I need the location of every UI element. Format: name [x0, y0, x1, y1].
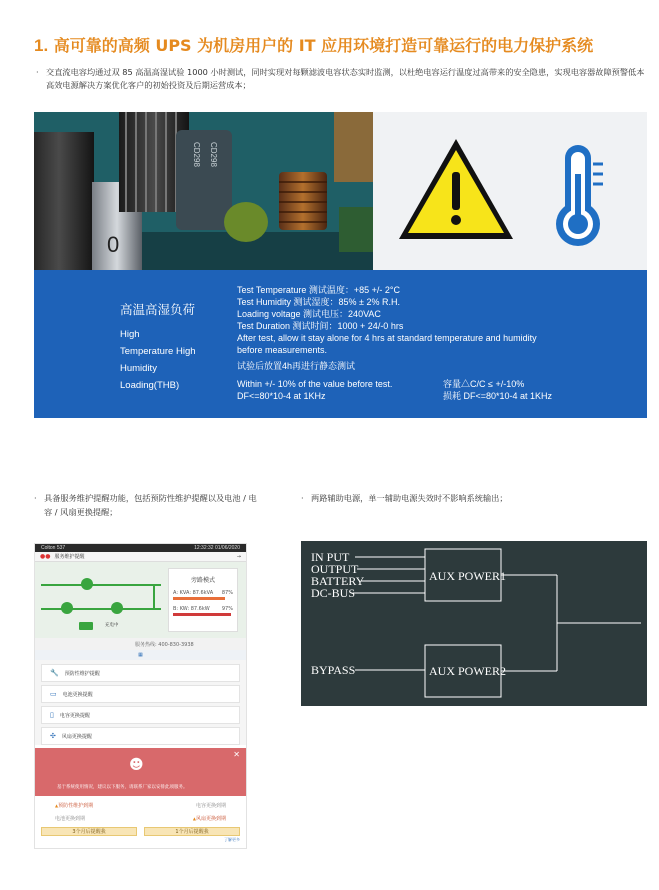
mode-label: 旁路模式 — [190, 577, 215, 584]
icon-panel-illustration — [373, 112, 647, 270]
page-title — [34, 33, 593, 56]
fan-icon: ✣ — [50, 732, 56, 740]
thb-title-en-1: High — [120, 329, 140, 340]
bypass-label: BYPASS — [311, 663, 356, 677]
screen-header — [35, 552, 246, 562]
thb-title-en-3: Humidity — [120, 363, 157, 374]
charging-label: 充电中 — [105, 623, 119, 628]
hotline-text: 服务热线: 400-830-3938 — [135, 641, 194, 648]
spec-result-cn-2: 损耗 DF<=80*10-4 at 1KHz — [443, 391, 553, 401]
kw-label: B: KW: 87.6kW — [173, 606, 210, 612]
screen-title: 服务维护提醒 — [54, 554, 85, 560]
output-line — [153, 584, 155, 610]
title-number: 1. — [34, 36, 49, 55]
close-icon[interactable]: ✕ — [233, 750, 240, 759]
service-alert — [35, 748, 246, 796]
bullet-dot: · — [34, 493, 37, 503]
reminder-label: 预防性维护提醒 — [64, 670, 100, 677]
spec-temperature: Test Temperature 测试温度：+85 +/- 2°C — [237, 285, 400, 295]
inverter-icon — [111, 602, 123, 614]
aux-power1-label: AUX POWER1 — [429, 569, 506, 583]
aux-power2-label: AUX POWER2 — [429, 664, 506, 678]
battery-label: BATTERY — [311, 574, 365, 588]
capacitor-photo — [34, 112, 373, 270]
wrench-icon: 🔧 — [50, 669, 59, 677]
reminder-list — [35, 660, 246, 745]
reminder-battery[interactable] — [41, 685, 240, 703]
bullet-dot: · — [36, 67, 39, 77]
icon-panel — [373, 112, 647, 270]
mode-card — [168, 568, 238, 632]
spec-result-en-1: Within +/- 10% of the value before test. — [237, 379, 393, 389]
learn-more-link[interactable]: 了解更多 — [224, 837, 240, 842]
spec-humidity: Test Humidity 测试湿度：85% ± 2% R.H. — [237, 297, 400, 307]
capacitor-photo-illustration — [34, 112, 373, 270]
engineer-icon: ☻ — [129, 757, 144, 773]
grid-menu-icon[interactable]: ▦ — [35, 650, 246, 660]
reminder-fan[interactable] — [41, 727, 240, 745]
kva-label: A: KVA: 87.6kVA — [173, 590, 214, 596]
status-right: 12:32:32 01/06/2020 — [194, 545, 240, 551]
reminder-label: 电池更换提醒 — [62, 691, 93, 698]
due-preventive: ▲ 预防性维护到期 — [55, 802, 93, 809]
svg-text:0: 0 — [107, 232, 120, 257]
ups-flow-diagram — [35, 562, 246, 638]
kva-bar — [173, 597, 225, 600]
capacitor-label: CD298 — [209, 142, 218, 167]
reminder-preventive[interactable] — [41, 664, 240, 682]
due-capacitor: 电容更换到期 — [195, 803, 226, 809]
hotline-row — [35, 638, 246, 650]
rectifier-icon — [61, 602, 73, 614]
aux-power-svg — [301, 541, 647, 706]
input-label: IN PUT — [311, 550, 350, 564]
bullet-maintenance-text: 具备服务维护提醒功能，包括预防性维护提醒以及电池 / 电容 / 风扇更换提醒； — [44, 493, 257, 517]
spec-result-en-2: DF<=80*10-4 at 1KHz — [237, 391, 326, 401]
bypass-switch-icon — [81, 578, 93, 590]
dc-bus-label: DC-BUS — [311, 586, 356, 600]
spec-duration: Test Duration 测试时间：1000 + 24/-0 hrs — [237, 321, 404, 331]
capacitor-icon: ▯ — [50, 711, 54, 719]
brand-logo-icon: ●● — [40, 553, 51, 560]
spec-after-test-cn: 试验后放置4h再进行静态测试 — [237, 361, 356, 371]
output-label: OUTPUT — [311, 562, 359, 576]
battery-icon: ▭ — [50, 690, 57, 698]
spec-band-title — [120, 300, 196, 394]
reminder-label: 电容更换提醒 — [59, 712, 90, 719]
status-bar — [35, 544, 246, 552]
remind-3-months-button[interactable]: 3个月后提醒我 — [41, 827, 137, 836]
alert-details — [35, 796, 246, 846]
spec-after-test: After test, allow it stay alone for 4 hrs at standard temperature and humidity before measurements. — [237, 333, 537, 355]
thb-title-en-4: Loading(THB) — [120, 380, 180, 391]
capacitor-label: CD298 — [192, 142, 201, 167]
remind-1-month-button[interactable]: 1个月后提醒我 — [144, 827, 240, 836]
due-fan: ▲ 风扇更换到期 — [193, 815, 226, 822]
spec-details — [237, 284, 637, 402]
alert-message: 基于系统使用情况，建议以下服务，请联系厂家以安排此项服务。 — [57, 785, 188, 790]
forward-arrow-icon[interactable]: → — [236, 553, 241, 560]
spec-band — [34, 270, 647, 418]
kw-bar — [173, 613, 231, 616]
main-line — [41, 608, 161, 610]
thb-title-en-2: Temperature High — [120, 346, 196, 357]
spec-result-cn-1: 容量△C/C ≤ +/-10% — [443, 379, 525, 389]
bullet-capacitor — [36, 66, 648, 92]
due-battery: 电池更换到期 — [55, 816, 86, 822]
bullet-dual-aux-text: 两路辅助电源，单一辅助电源失效时不影响系统输出； — [311, 493, 508, 503]
thb-title-cn: 高温高湿负荷 — [120, 302, 196, 317]
bullet-maintenance — [34, 491, 264, 519]
bullet-dual-aux — [301, 491, 641, 505]
bullet-capacitor-text: 交直流电容均通过双 85 高温高湿试验 1000 小时测试，同时实现对每颗滤波电容状态实时监测，以杜绝电容运行温度过高带来的安全隐患，实现电容器故障预警低本高效电源解决方案优化客户的初始投资及后期运营成本； — [46, 67, 645, 90]
thermometer-icon — [556, 145, 603, 246]
bullet-dot: · — [301, 493, 304, 503]
aux-power-diagram — [301, 541, 647, 706]
title-text: 高可靠的高频 UPS 为机房用户的 IT 应用环境打造可靠运行的电力保护系统 — [53, 36, 594, 55]
battery-icon — [79, 622, 93, 630]
maintenance-screen — [34, 543, 247, 849]
status-left: Colton 537 — [41, 545, 66, 551]
spec-result-pair — [237, 378, 637, 402]
kva-percent: 87% — [221, 590, 233, 596]
spec-voltage: Loading voltage 测试电压：240VAC — [237, 309, 381, 319]
reminder-capacitor[interactable] — [41, 706, 240, 724]
kw-percent: 97% — [221, 606, 233, 612]
bypass-line — [41, 584, 161, 586]
reminder-label: 风扇更换提醒 — [61, 733, 92, 740]
warning-icon — [399, 139, 513, 239]
